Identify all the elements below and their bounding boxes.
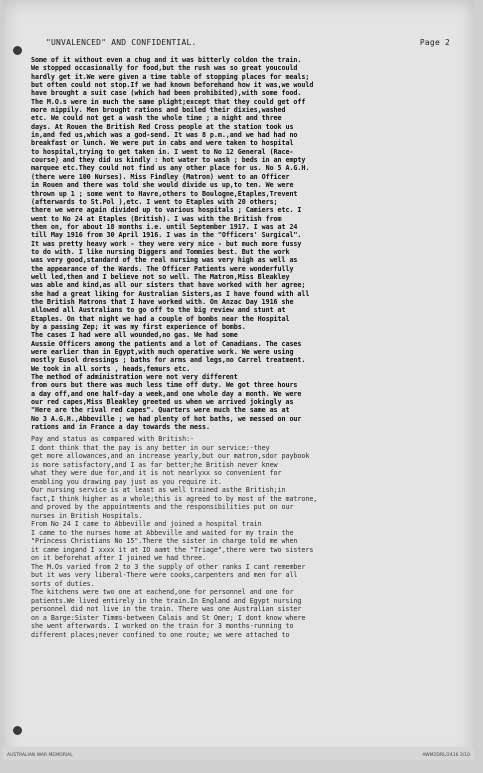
text-line: The M.Os varied from 2 to 3 the supply of other ranks I cant remember (31, 562, 306, 571)
text-line: fact,I think higher as a whole;this is agreed to by most of the matrone, (31, 494, 318, 503)
page-title: "UNVALENCED" AND CONFIDENTIAL. (46, 38, 197, 47)
footer-left: AUSTRALIAN WAR MEMORIAL (7, 753, 73, 758)
text-line: "Here are the rival red capes". Quarters were much the same as at (31, 406, 290, 415)
text-line: more nippily. Men brought rations and boiled their dixies,washed (31, 106, 286, 115)
text-line: a day off,and one half-day a week,and one whole day a month. We were (31, 389, 302, 398)
text-line: Aussie Officers among the patients and a lot of Canadians. The cases (31, 339, 302, 348)
text-line: is more satisfactory,and I as far better;he British never knew (31, 460, 278, 469)
text-line: rations and in France a day towards the mess. (31, 423, 210, 432)
text-line: personnel did not live in the train. There was one Australian sister (31, 605, 302, 614)
text-line: by a passing Zep; it was my first experience of bombs. (31, 323, 246, 331)
footer-right: AWM2DRL/2416 2/10 (422, 753, 470, 758)
text-line: what they were due for,and it is not nearlyxx so convenient for (31, 469, 282, 478)
text-line: Etaples. On that night we had a couple of bombs near the Hospital (31, 314, 290, 323)
text-line: in,and fed us,which was a god-send. It was 8 p.m.,and we had had no (31, 131, 298, 140)
text-line: but it was very liberal-There were cooks,carpenters and men for all (31, 571, 298, 580)
punch-hole (13, 46, 22, 55)
text-line: mostly Eusol dressings ; baths for arms and legs,no Carrel treatment. (31, 356, 306, 365)
text-line: enabling you drawing pay just as you require it. (31, 477, 222, 486)
text-line: were earlier than in Egypt,with much operative work. We were using (31, 348, 294, 357)
document-page (3, 0, 474, 760)
text-line: hardly get it.We were given a time table of stopping places for meals; (31, 72, 310, 81)
text-line: "Princess Christians No 15".There the sister in charge told me when (31, 537, 298, 546)
text-line: on it beforehat after I joined we had three. (31, 554, 206, 563)
typed-text-dark (31, 56, 464, 431)
text-line: It was pretty heavy work - they were very nice - but much more fussy (31, 239, 302, 248)
text-line: to do with. I like nursing Diggers and Tommies best. But the work (31, 247, 290, 256)
text-line: was very good,standard of the real nursing was very high as well as (31, 256, 298, 265)
text-line: well led,then and I believe not so well. The Matron,Miss Bleakley (31, 272, 290, 281)
text-line: allowed all Australians to go off to the big review and stunt at (31, 306, 286, 315)
text-line: I came to the nurses home at Abbeville and waited for my train the (31, 528, 294, 537)
text-line: on a Barge:Sister Timms-between Calais and St Omer; I dont know where (31, 613, 306, 622)
text-line: marquee etc.They could not find us any other place for us. No 5 A.G.H. (31, 164, 310, 173)
page-header (46, 38, 450, 47)
text-line: in Rouen and there was told she would divide us up,to ten. We were (31, 181, 294, 190)
text-line: there we were again divided up to various hospitals ; Camiers etc. I (31, 206, 302, 215)
document-body (31, 56, 464, 639)
text-line: Our nursing service is at least as well trained asthe British;in (31, 486, 286, 495)
text-line: till May 1916 from 30 April 1916. I was in the "Officers' Surgical". (31, 231, 302, 240)
page-number: Page 2 (419, 38, 450, 47)
text-line: From No 24 I came to Abbeville and joined a hospital train (31, 520, 262, 529)
text-line: she went afterwards. I worked on the train for 3 months-running to (31, 622, 294, 631)
text-line: sorts of duties. (31, 579, 95, 588)
text-line: The kitchens were two one at eachend,one for personnel and one for (31, 588, 294, 597)
text-line: breakfast or lunch. We were put in cabs and were taken to hospital (31, 139, 294, 148)
text-line: etc. We could not get a wash the whole time ; a night and three (31, 114, 282, 123)
text-line: nurses in British Hospitals. (31, 511, 143, 520)
text-line: went to No 24 at Etaples (British). I was with the British from (31, 214, 282, 223)
text-line: No 3 A.G.H.,Abbeville ; we had plenty of hot baths, we messed on our (31, 414, 302, 423)
text-line: We stopped occasionally for food,but the rush was so great youcould (31, 64, 298, 73)
text-line: The method of administration were not very different (31, 373, 238, 382)
text-line: the British Matrons that I have worked with. On Anzac Day 1916 she (31, 297, 294, 306)
text-line: to hospital,trying to get taken in. I went to No 12 General (Race- (31, 147, 294, 156)
text-line: from ours but there was much less time off duty. We got three hours (31, 381, 298, 390)
text-line: different places;never confined to one route; we were attached to (31, 630, 290, 639)
punch-hole (13, 726, 22, 735)
text-line: then on, for about 18 months i.e. until September 1917. I was at 24 (31, 222, 298, 231)
text-line: but often could not stop.If we had known beforehand how it was,we would (31, 81, 314, 90)
text-line: thrown up 1 ; some went to Havre,others to Boulogne,Etaples,Trevent (31, 189, 298, 198)
text-line: I dont think that the pay is any better in our service:-they (31, 443, 270, 452)
text-line: Pay and status as compared with British:- (31, 435, 195, 444)
text-line: (afterwards to St.Pol ),etc. I went to Etaples with 20 others; (31, 197, 278, 206)
text-line: the appearance of the Wards. The Officer Patients were wonderfully (31, 264, 294, 273)
text-line: We took in all sorts , heads,femurs etc. (31, 364, 191, 373)
text-line: Some of it without even a chug and it was bitterly coldon the train. (31, 56, 302, 64)
text-line: have brought a suit case (which had been prohibited),with some food. (31, 89, 302, 98)
text-line: it came ingand I xxxx it at IO aamt the "Triage",there were two sisters (31, 545, 314, 554)
text-line: course) and they did us kindly : hot water to wash ; beds in an empty (31, 156, 306, 165)
archive-footer (3, 747, 474, 760)
typed-text-light (31, 435, 464, 639)
text-line: get more allowances,and an increase yearly,but our matron,sdor paybook (31, 452, 310, 461)
text-line: our red capes,Miss Bleakley greeted us when we arrived jokingly as (31, 398, 294, 407)
text-line: The M.O.s were in much the same plight;except that they could get off (31, 97, 306, 106)
text-line: and proved by the appointments and the responsibilities put on our (31, 503, 294, 512)
text-line: she had a great liking for Australian Sisters,as I have found with all (31, 289, 310, 298)
text-line: was able and kind,as all our sisters that have worked with her agree; (31, 281, 306, 290)
text-line: The cases I had were all wounded,no gas. We had some (31, 331, 238, 340)
text-line: (there were 100 Nurses). Miss Findley (Matron) went to an Officer (31, 172, 290, 181)
text-line: patients.We lived entirely in the train.In England and Egypt nursing (31, 596, 302, 605)
text-line: days. At Rouen the British Red Cross people at the station took us (31, 122, 294, 131)
